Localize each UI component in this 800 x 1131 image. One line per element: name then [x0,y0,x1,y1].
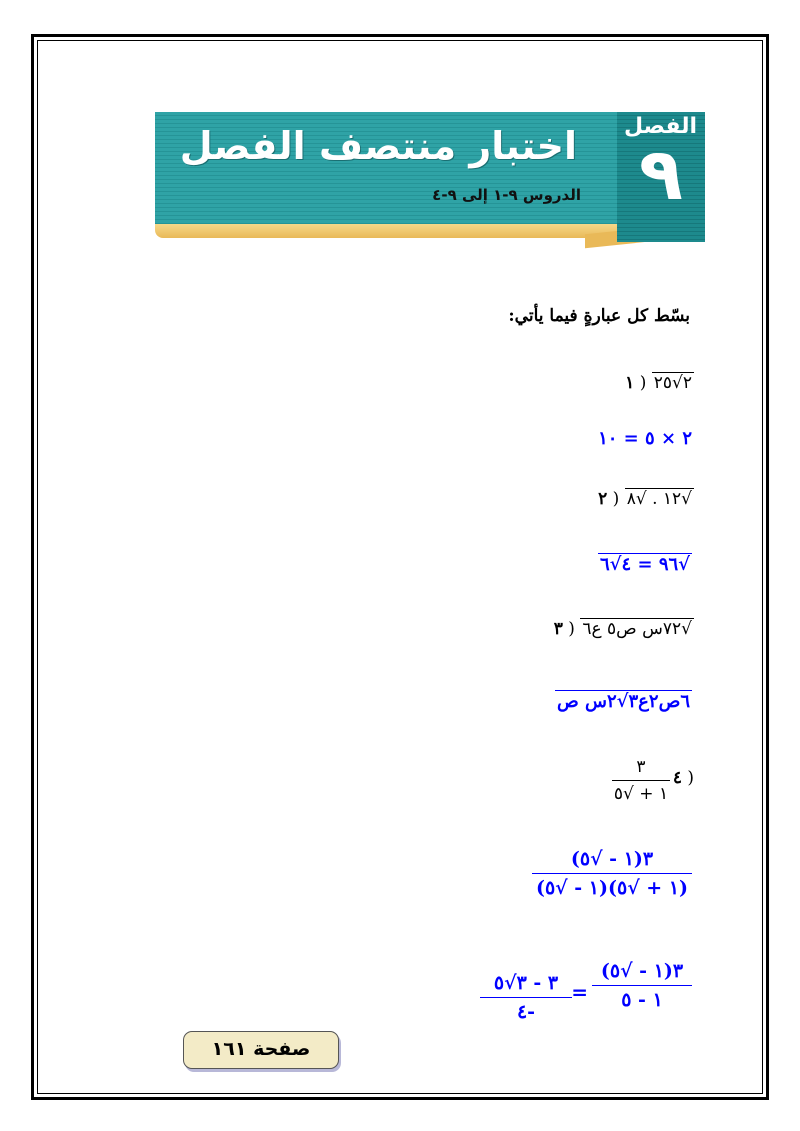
banner-subtitle: الدروس ٩-١ إلى ٩-٤ [432,186,581,204]
fraction-denominator: ١ - ٥ [621,989,663,1011]
banner-title: اختبار منتصف الفصل [179,124,577,168]
answer-4-step2-left [592,960,692,1011]
problem-number: ٤ [672,768,682,788]
banner-gold-stripe [155,224,617,238]
page-number-box [183,1031,339,1069]
page-number: صفحة ١٦١ [211,1038,311,1060]
problem-question: ٢√٢٥ [653,373,692,393]
problem-3: ٣ ) √٧٢س ص٥ ع٦ [553,619,692,639]
answer-4-step2-right [480,972,572,1023]
chapter-word: الفصل [624,114,697,139]
equals-sign: = [571,980,588,1004]
fraction-denominator: (١ + √٥)(١ - √٥) [535,877,689,899]
fraction-numerator: ٣ - ٣√٥ [493,972,559,994]
fraction-denominator: ١ + √٥ [613,784,669,804]
fraction-numerator: ٣(١ - √٥) [600,960,684,982]
problem-2: ٢ ) √١٢ . √٨ [598,489,692,509]
problem-1: ١ ) ٢√٢٥ [625,373,692,393]
problem-4-fraction [612,757,670,804]
answer-4-step1 [532,848,692,899]
problem-number: ٣ [553,619,563,639]
problem-4-number: ٤ ) [672,768,694,788]
chapter-banner [155,112,705,248]
answer-1: ٢ × ٥ = ١٠ [598,428,692,449]
problem-number: ١ [625,373,635,393]
chapter-number: ٩ [639,132,683,216]
instruction-text: بسّط كل عبارةٍ فيما يأتي: [508,306,690,326]
fraction-denominator: -٤ [516,1001,536,1023]
problem-question: √٧٢س ص٥ ع٦ [582,619,692,639]
problem-number: ٢ [598,489,608,509]
fraction-numerator: ٣ [636,757,646,777]
problem-question: √١٢ . √٨ [626,489,692,509]
fraction-numerator: ٣(١ - √٥) [570,848,654,870]
answer-expression: √٩٦ = ٤√٦ [600,554,690,575]
answer-3 [555,690,692,712]
answer-expression: ٦ص٢ع٣√٢س ص [556,691,690,712]
answer-2 [598,553,692,575]
